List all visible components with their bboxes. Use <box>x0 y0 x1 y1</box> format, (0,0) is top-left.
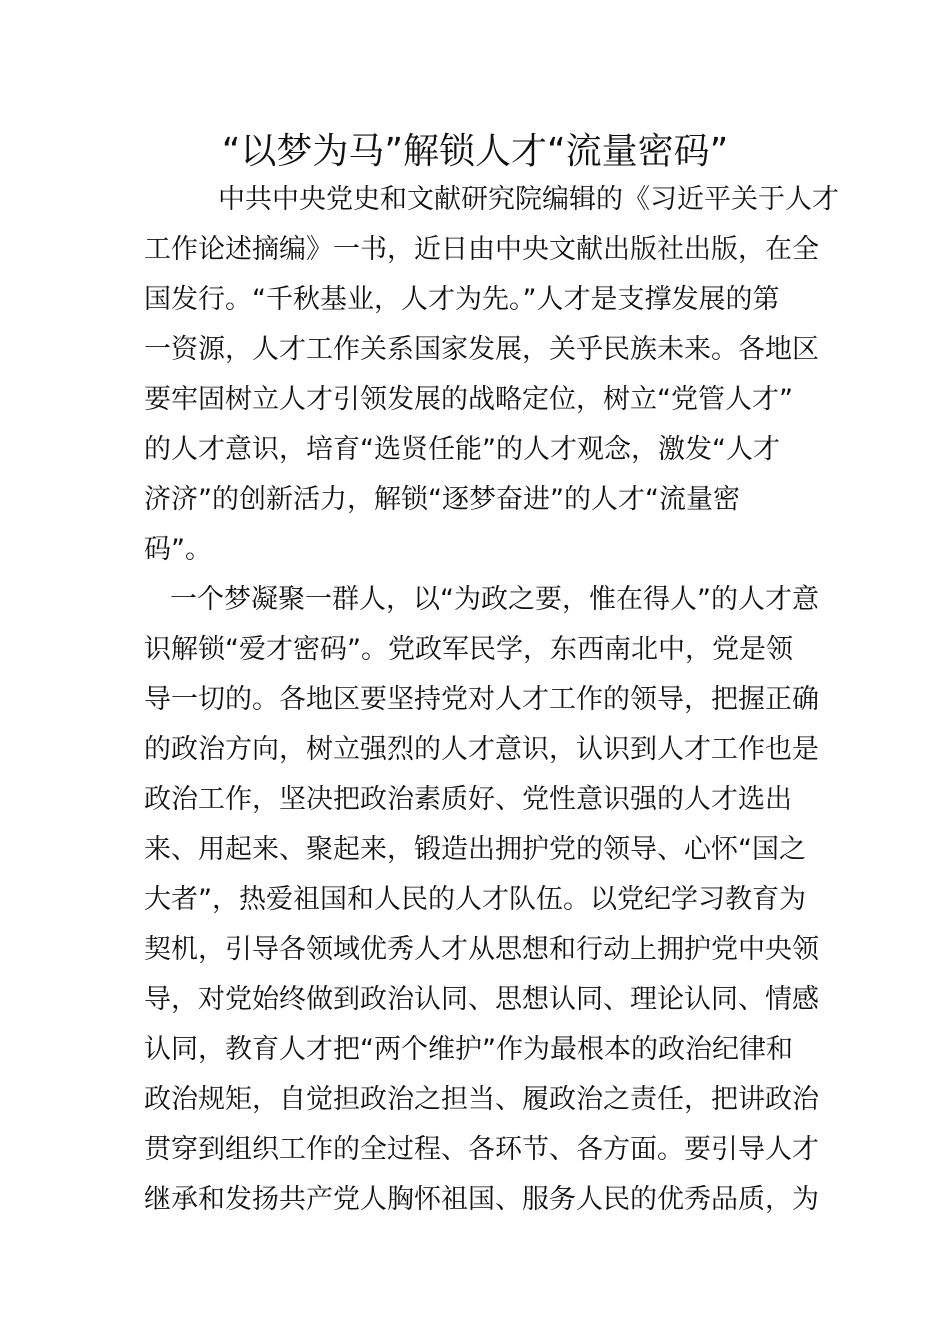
body-line: 政治规矩，自觉担政治之担当、履政治之责任，把讲政治 <box>144 1084 819 1115</box>
body-line: 码”。 <box>144 534 212 565</box>
body-line: 的政治方向，树立强烈的人才意识，认识到人才工作也是 <box>144 734 819 765</box>
document-title: “以梦为马”解锁人才“流量密码” <box>221 131 729 172</box>
body-line: 的人才意识，培育“选贤任能”的人才观念，激发“人才 <box>144 434 780 465</box>
body-line: 继承和发扬共产党人胸怀祖国、服务人民的优秀品质，为 <box>144 1184 819 1215</box>
body-line: 识解锁“爱才密码”。党政军民学，东西南北中，党是领 <box>144 634 793 665</box>
body-line: 导一切的。各地区要坚持党对人才工作的领导，把握正确 <box>144 684 819 715</box>
body-line: 济济”的创新活力，解锁“逐梦奋进”的人才“流量密 <box>144 484 740 515</box>
body-line: 来、用起来、聚起来，锻造出拥护党的领导、心怀“国之 <box>144 834 806 865</box>
body-line: 工作论述摘编》一书，近日由中央文献出版社出版，在全 <box>144 234 819 265</box>
body-line: 一个梦凝聚一群人，以“为政之要，惟在得人”的人才意 <box>170 584 819 615</box>
body-line: 一资源，人才工作关系国家发展，关乎民族未来。各地区 <box>144 334 819 365</box>
body-line: 契机，引导各领域优秀人才从思想和行动上拥护党中央领 <box>144 934 819 965</box>
body-line: 大者”，热爱祖国和人民的人才队伍。以党纪学习教育为 <box>144 884 806 915</box>
body-line: 认同，教育人才把“两个维护”作为最根本的政治纪律和 <box>144 1034 793 1065</box>
body-line: 贯穿到组织工作的全过程、各环节、各方面。要引导人才 <box>144 1134 819 1165</box>
body-line: 要牢固树立人才引领发展的战略定位，树立“党管人才” <box>144 384 793 415</box>
body-line: 中共中央党史和文献研究院编辑的《习近平关于人才 <box>218 184 839 215</box>
body-line: 国发行。“千秋基业，人才为先。”人才是支撑发展的第 <box>144 284 780 315</box>
body-line: 导，对党始终做到政治认同、思想认同、理论认同、情感 <box>144 984 819 1015</box>
body-line: 政治工作，坚决把政治素质好、党性意识强的人才选出 <box>144 784 792 815</box>
